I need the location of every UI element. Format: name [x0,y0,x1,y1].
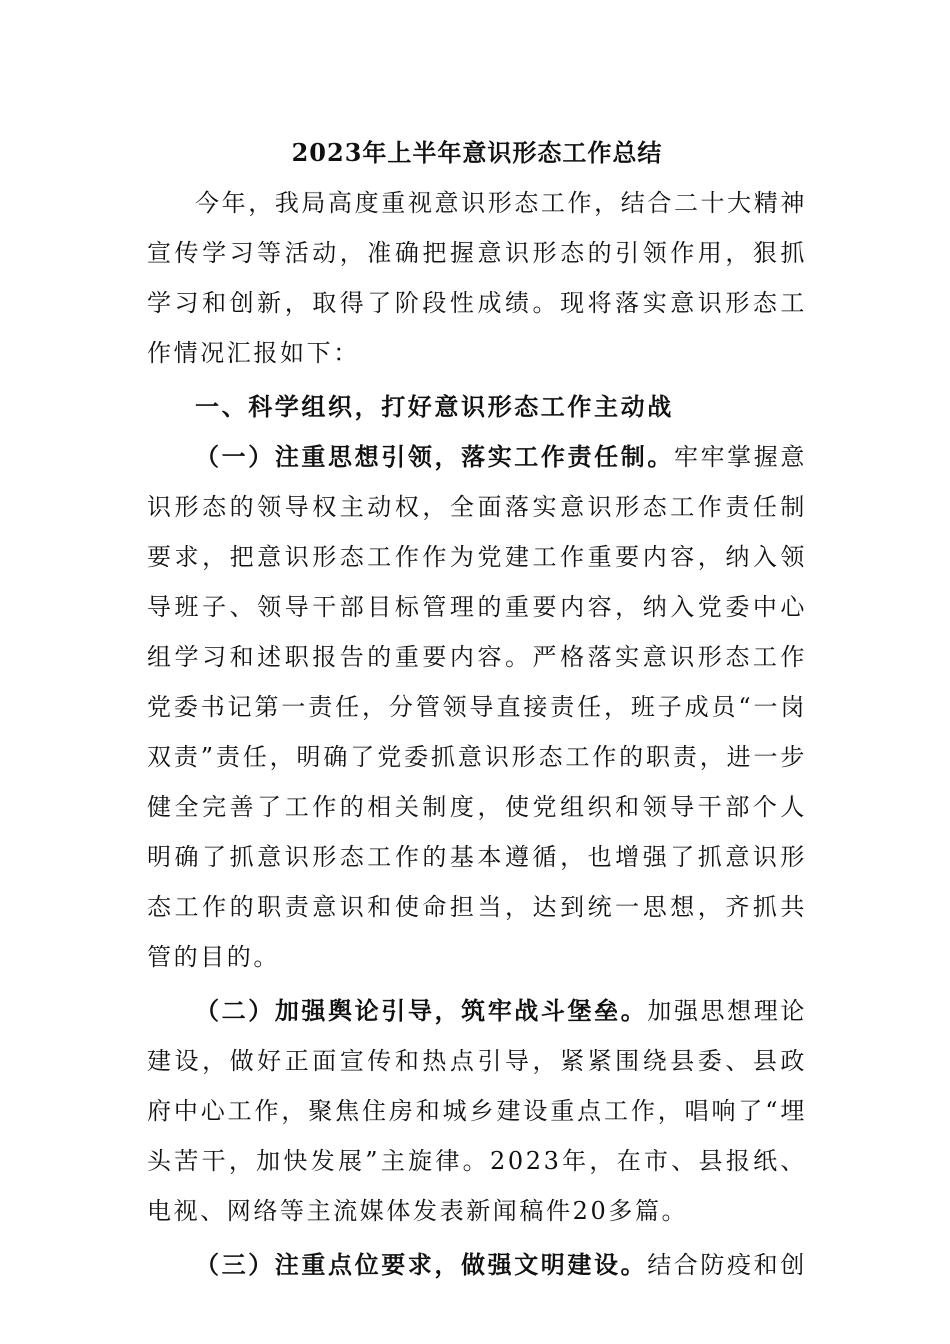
paragraph-3-body: 结合防疫和创 [647,1251,807,1279]
paragraph-2-body: 加强思想理论建设，做好正面宣传和热点引导，紧紧围绕县委、县政府中心工作，聚焦住房和城乡建设重点工作，唱响了“埋头苦干，加快发展”主旋律。2023年，在市、县报纸、电视、网络等主流媒体发表新闻稿件20多篇。 [147,997,807,1225]
paragraph-2 [147,986,807,1236]
paragraph-1-lead: （一）注重思想引领，落实工作责任制。 [195,442,674,471]
intro-paragraph: 今年，我局高度重视意识形态工作，结合二十大精神宣传学习等活动，准确把握意识形态的引领作用，狠抓学习和创新，取得了阶段性成绩。现将落实意识形态工作情况汇报如下： [147,189,807,367]
document-title: 2023年上半年意识形态工作总结 [291,138,663,167]
paragraph-1 [147,432,807,982]
document-page [147,128,807,1290]
paragraph-3 [147,1240,807,1290]
paragraph-2-lead: （二）加强舆论引导，筑牢战斗堡垒。 [195,996,648,1025]
section-heading: 一、科学组织，打好意识形态工作主动战 [195,392,674,421]
paragraph-1-body: 牢牢掌握意识形态的领导权主动权，全面落实意识形态工作责任制要求，把意识形态工作作为党建工作重要内容，纳入领导班子、领导干部目标管理的重要内容，纳入党委中心组学习和述职报告的重要内容。严格落实意识形态工作党委书记第一责任，分管领导直接责任，班子成员“一岗双责”责任，明确了党委抓意识形态工作的职责，进一步健全完善了工作的相关制度，使党组织和领导干部个人明确了抓意识形态工作的基本遵循，也增强了抓意识形态工作的职责意识和使命担当，达到统一思想，齐抓共管的目的。 [147,443,807,971]
paragraph-3-lead: （三）注重点位要求，做强文明建设。 [195,1250,648,1279]
